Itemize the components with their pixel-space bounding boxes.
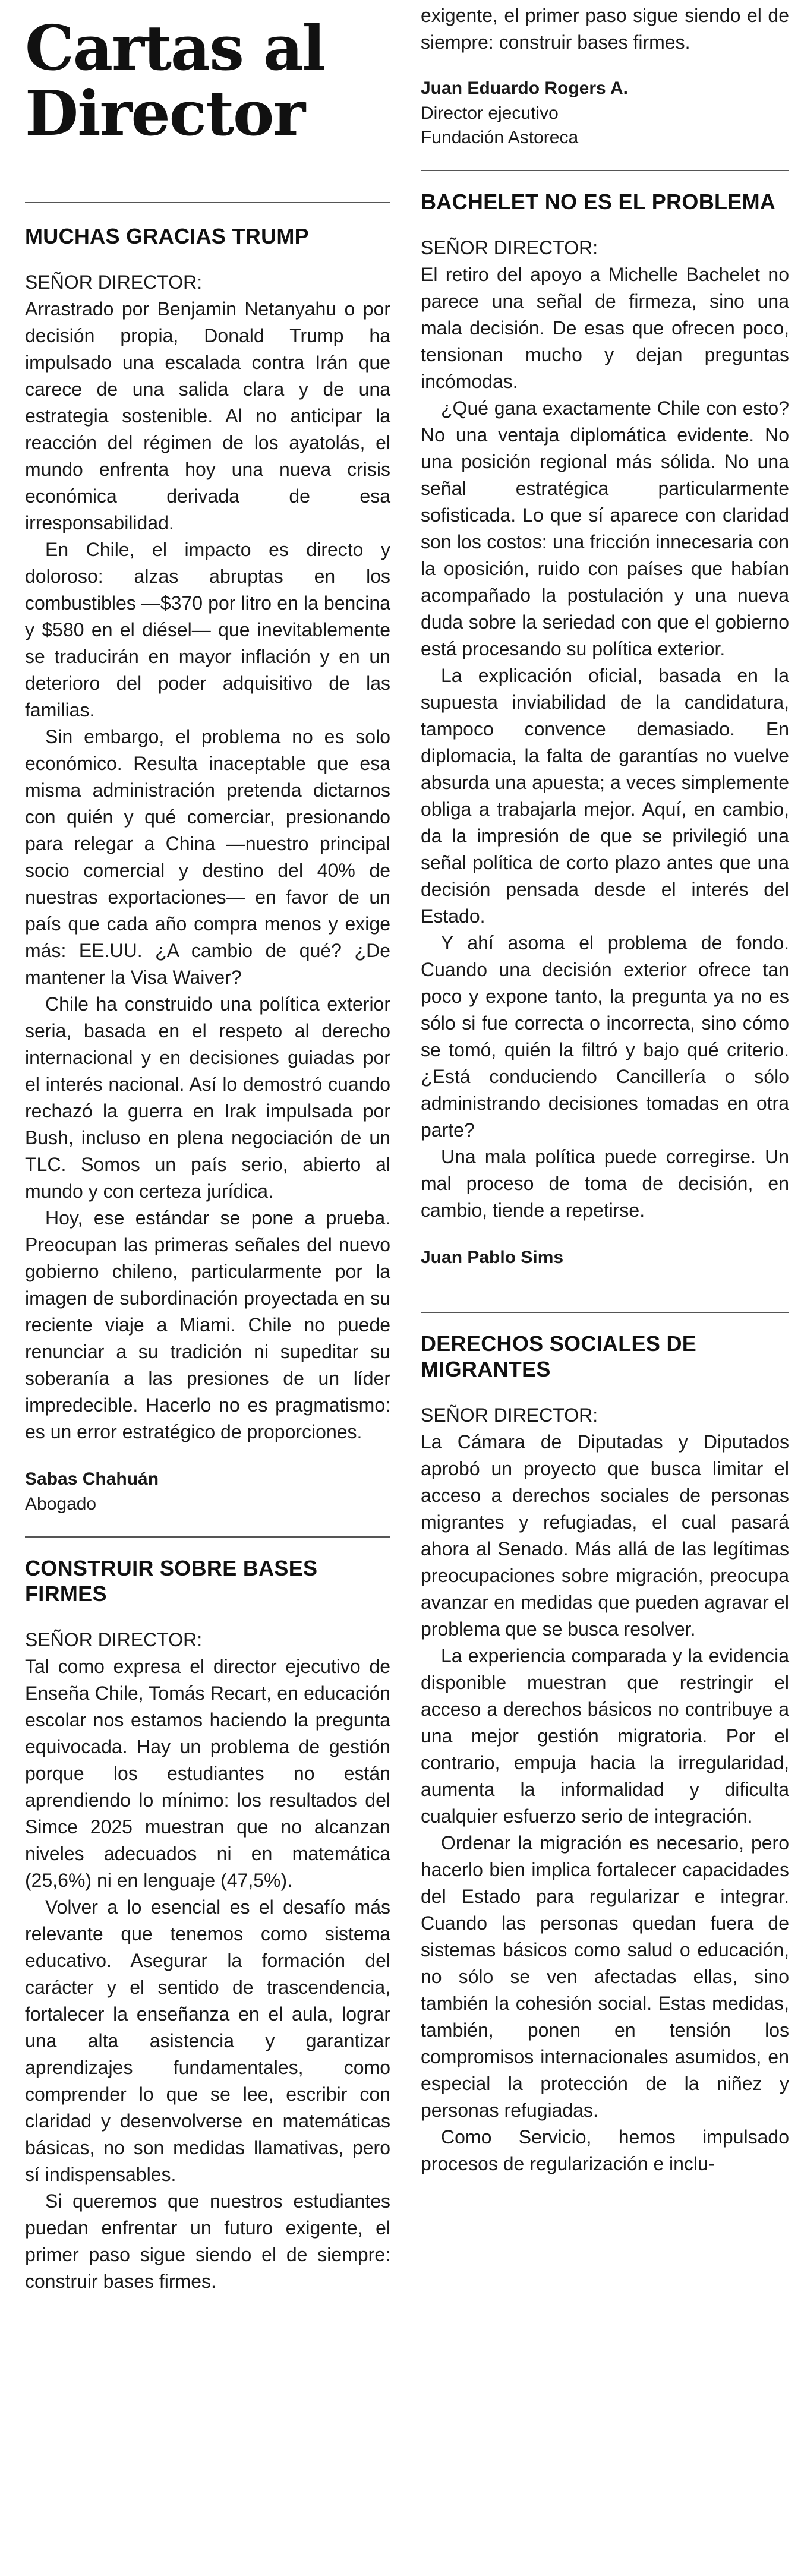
left-column <box>25 0 390 2295</box>
letter-paragraph: Una mala política puede corregirse. Un mal proceso de toma de decisión, en cambio, tiende a repetirse. <box>421 1146 789 1221</box>
letter-paragraph: Sin embargo, el problema no es solo económico. Resulta inaceptable que esa misma administración pretenda dictarnos con quién y qué comerciar, presionando para relegar a China —nuestro principal socio comercial y destino del 40% de nuestras exportaciones— en favor de un país que cada año compra menos y exige más: EE.UU. ¿A cambio de qué? ¿De mantener la Visa Waiver? <box>25 726 390 988</box>
letter-trump <box>25 223 390 1516</box>
letter-paragraph: Tal como expresa el director ejecutivo de Enseña Chile, Tomás Recart, en educación escolar nos estamos haciendo la pregunta equivocada. Hay un problema de gestión porque los estudiantes no están aprendiendo lo mínimo: los resultados del Simce 2025 muestran que no alcanzan niveles adecuados ni en matemática (25,6%) ni en lenguaje (47,5%). <box>25 1656 390 1891</box>
letter-signature: Sabas Chahuán <box>25 1469 159 1489</box>
masthead-line-2: Director <box>25 77 305 150</box>
letter-headline: BACHELET NO ES EL PROBLEMA <box>421 190 776 214</box>
letter-signature-org: Fundación Astoreca <box>421 128 579 147</box>
letter-paragraph: Chile ha construido una política exterior seria, basada en el respeto al derecho internacional y en decisiones guiadas por el interés nacional. Así lo demostró cuando rechazó la guerra en Irak impulsada por Bush, incluso en plena negociación de un TLC. Somos un país serio, abierto al mundo y con certeza jurídica. <box>25 993 390 1202</box>
continued-paragraph: exigente, el primer paso sigue siendo el de siempre: construir bases firmes. <box>421 5 789 53</box>
letter-signature: Juan Pablo Sims <box>421 1248 564 1267</box>
letter-headline: DERECHOS SOCIALES DE MIGRANTES <box>421 1331 697 1381</box>
letter-paragraph: Arrastrado por Benjamin Netanyahu o por decisión propia, Donald Trump ha impulsado una escalada contra Irán que carece de una salida clara y de una estrategia sostenible. Al no anticipar la reacción del régimen de los ayatolás, el mundo enfrenta hoy una nueva crisis económica derivada de esa irresponsabilidad. <box>25 298 390 533</box>
letter-paragraph: La Cámara de Diputadas y Diputados aprobó un proyecto que busca limitar el acceso a derechos sociales de personas migrantes y refugiadas, el cual pasará ahora al Senado. Más allá de las legítimas preocupaciones sobre migración, preocupa avanzar en medidas que pueden agravar el problema que se busca resolver. <box>421 1431 789 1640</box>
letter-migrantes <box>421 1331 789 2177</box>
letter-salutation: SEÑOR DIRECTOR: <box>421 1404 598 1426</box>
letter-signature-role: Director ejecutivo <box>421 103 559 123</box>
letter-bases-firmes-continued <box>421 2 789 150</box>
section-divider <box>25 1536 390 1538</box>
letter-headline: MUCHAS GRACIAS TRUMP <box>25 224 309 248</box>
section-divider <box>421 170 789 171</box>
letter-paragraph: La experiencia comparada y la evidencia disponible muestran que restringir el acceso a derechos básicos no contribuye a una mejor gestión migratoria. Por el contrario, empuja hacia la irregularidad, aumenta la informalidad y dificulta cualquier esfuerzo serio de integración. <box>421 1645 789 1827</box>
right-column <box>421 0 789 2177</box>
letter-paragraph: Hoy, ese estándar se pone a prueba. Preocupan las primeras señales del nuevo gobierno chileno, particularmente por la imagen de subordinación proyectada en su reciente viaje a Miami. Chile no puede renunciar a su tradición ni supeditar su soberanía a las presiones de un líder impredecible. Hacerlo no es pragmatismo: es un error estratégico de proporciones. <box>25 1207 390 1442</box>
masthead-title <box>25 11 390 150</box>
letter-signature-role: Abogado <box>25 1494 97 1514</box>
section-divider <box>421 1312 789 1313</box>
masthead-line-1: Cartas al <box>25 11 325 84</box>
letter-paragraph: En Chile, el impacto es directo y doloroso: alzas abruptas en los combustibles —$370 por litro en la bencina y $580 en el diésel— que inevitablemente se traducirán en mayor inflación y en un deterioro del poder adquisitivo de las familias. <box>25 539 390 721</box>
letter-headline: CONSTRUIR SOBRE BASES FIRMES <box>25 1556 318 1606</box>
letter-salutation: SEÑOR DIRECTOR: <box>421 237 598 258</box>
letter-paragraph: La explicación oficial, basada en la supuesta inviabilidad de la candidatura, tampoco convence demasiado. En diplomacia, la falta de garantías no vuelve absurda una apuesta; a veces simplemente obliga a trabajarla mejor. Aquí, en cambio, da la impresión de que se privilegió una señal política de corto plazo antes que una decisión pensada desde el interés del Estado. <box>421 665 789 927</box>
letter-paragraph: Y ahí asoma el problema de fondo. Cuando una decisión exterior ofrece tan poco y expone tanto, la pregunta ya no es sólo si fue correcta o incorrecta, sino cómo se tomó, quién la filtró y bajo qué criterio. ¿Está conduciendo Cancillería o sólo administrando decisiones tomadas en otra parte? <box>421 932 789 1141</box>
letter-signature: Juan Eduardo Rogers A. <box>421 78 628 98</box>
letter-paragraph: ¿Qué gana exactamente Chile con esto? No una ventaja diplomática evidente. No una posición regional más sólida. No una señal estratégica particularmente sofisticada. Lo que sí aparece con claridad son los costos: una fricción innecesaria con la oposición, ruido con países que habían acompañado la postulación y una nueva duda sobre la seriedad con que el gobierno está procesando su política exterior. <box>421 397 789 659</box>
letter-bachelet <box>421 189 789 1270</box>
letter-paragraph: Ordenar la migración es necesario, pero hacerlo bien implica fortalecer capacidades del Estado para regularizar e integrar. Cuando las personas quedan fuera de sistemas básicos como salud o educación, no sólo se ven afectadas ellas, sino también la cohesión social. Estas medidas, también, ponen en tensión los compromisos internacionales asumidos, en especial la protección de la niñez y personas refugiadas. <box>421 1832 789 2121</box>
letter-bases-firmes <box>25 1555 390 2295</box>
letter-salutation: SEÑOR DIRECTOR: <box>25 1629 203 1650</box>
letter-paragraph: Si queremos que nuestros estudiantes puedan enfrentar un futuro exigente, el primer paso sigue siendo el de siempre: construir bases firmes. <box>25 2190 390 2292</box>
letter-paragraph: Volver a lo esencial es el desafío más relevante que tenemos como sistema educativo. Asegurar la formación del carácter y el sentido de trascendencia, fortalecer la enseñanza en el aula, lograr una alta asistencia y garantizar aprendizajes fundamentales, como comprender lo que se lee, escribir con claridad y desenvolverse en matemáticas básicas, no son medidas llamativas, pero sí indispensables. <box>25 1896 390 2185</box>
letter-paragraph: Como Servicio, hemos impulsado procesos de regularización e inclu- <box>421 2126 789 2174</box>
letter-paragraph: El retiro del apoyo a Michelle Bachelet no parece una señal de firmeza, sino una mala decisión. De esas que ofrecen poco, tensionan mucho y dejan preguntas incómodas. <box>421 264 789 392</box>
section-divider <box>25 202 390 203</box>
letter-salutation: SEÑOR DIRECTOR: <box>25 272 203 293</box>
